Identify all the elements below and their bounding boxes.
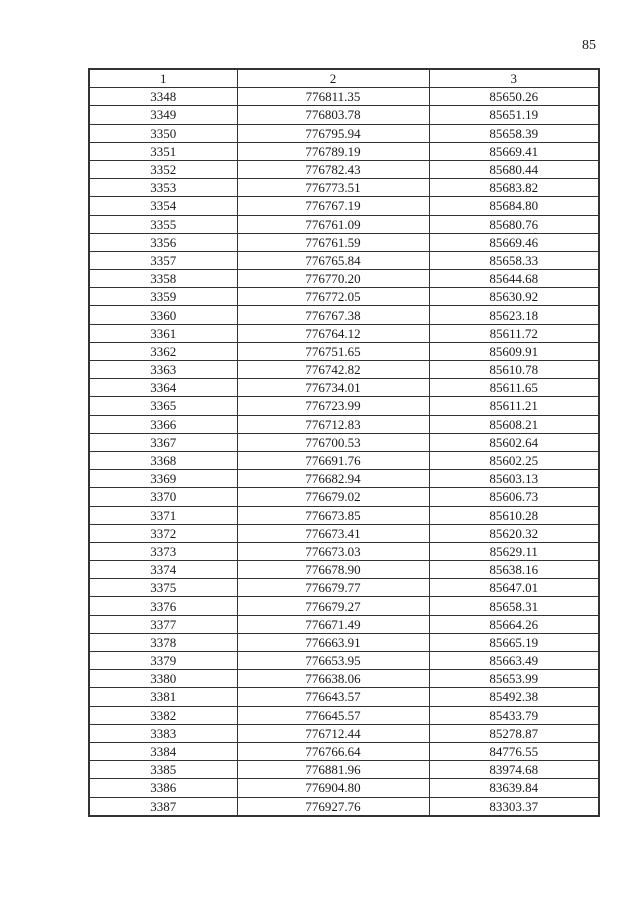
y-coordinate-cell: 85629.11 — [429, 542, 599, 560]
y-coordinate-cell: 85684.80 — [429, 197, 599, 215]
y-coordinate-cell: 85433.79 — [429, 706, 599, 724]
y-coordinate-cell: 85665.19 — [429, 633, 599, 651]
x-coordinate-cell: 776679.77 — [237, 579, 429, 597]
y-coordinate-cell: 85492.38 — [429, 688, 599, 706]
column-header-1: 1 — [89, 69, 237, 88]
table-row — [89, 506, 599, 524]
x-coordinate-cell: 776643.57 — [237, 688, 429, 706]
x-coordinate-cell: 776927.76 — [237, 797, 429, 816]
table-row — [89, 633, 599, 651]
point-number-cell: 3351 — [89, 142, 237, 160]
y-coordinate-cell: 85644.68 — [429, 270, 599, 288]
y-coordinate-cell: 85611.65 — [429, 379, 599, 397]
table-row — [89, 579, 599, 597]
point-number-cell: 3373 — [89, 542, 237, 560]
y-coordinate-cell: 85669.41 — [429, 142, 599, 160]
x-coordinate-cell: 776765.84 — [237, 251, 429, 269]
page-number: 85 — [582, 38, 596, 53]
x-coordinate-cell: 776803.78 — [237, 106, 429, 124]
point-number-cell: 3352 — [89, 160, 237, 178]
point-number-cell: 3385 — [89, 761, 237, 779]
y-coordinate-cell: 85606.73 — [429, 488, 599, 506]
table-row — [89, 124, 599, 142]
point-number-cell: 3382 — [89, 706, 237, 724]
point-number-cell: 3386 — [89, 779, 237, 797]
y-coordinate-cell: 85630.92 — [429, 288, 599, 306]
x-coordinate-cell: 776682.94 — [237, 470, 429, 488]
point-number-cell: 3368 — [89, 451, 237, 469]
y-coordinate-cell: 85602.64 — [429, 433, 599, 451]
x-coordinate-cell: 776712.44 — [237, 724, 429, 742]
table-row — [89, 160, 599, 178]
x-coordinate-cell: 776679.02 — [237, 488, 429, 506]
table-row — [89, 233, 599, 251]
x-coordinate-cell: 776678.90 — [237, 561, 429, 579]
y-coordinate-cell: 85669.46 — [429, 233, 599, 251]
point-number-cell: 3370 — [89, 488, 237, 506]
table-row — [89, 342, 599, 360]
point-number-cell: 3369 — [89, 470, 237, 488]
y-coordinate-cell: 84776.55 — [429, 742, 599, 760]
x-coordinate-cell: 776645.57 — [237, 706, 429, 724]
y-coordinate-cell: 83974.68 — [429, 761, 599, 779]
x-coordinate-cell: 776653.95 — [237, 652, 429, 670]
x-coordinate-cell: 776767.19 — [237, 197, 429, 215]
point-number-cell: 3355 — [89, 215, 237, 233]
table-row — [89, 779, 599, 797]
point-number-cell: 3365 — [89, 397, 237, 415]
y-coordinate-cell: 85664.26 — [429, 615, 599, 633]
x-coordinate-cell: 776663.91 — [237, 633, 429, 651]
y-coordinate-cell: 85658.39 — [429, 124, 599, 142]
point-number-cell: 3372 — [89, 524, 237, 542]
point-number-cell: 3364 — [89, 379, 237, 397]
x-coordinate-cell: 776638.06 — [237, 670, 429, 688]
table-row — [89, 433, 599, 451]
point-number-cell: 3387 — [89, 797, 237, 816]
y-coordinate-cell: 85602.25 — [429, 451, 599, 469]
table-row — [89, 561, 599, 579]
y-coordinate-cell: 85647.01 — [429, 579, 599, 597]
x-coordinate-cell: 776811.35 — [237, 88, 429, 106]
y-coordinate-cell: 85620.32 — [429, 524, 599, 542]
x-coordinate-cell: 776723.99 — [237, 397, 429, 415]
x-coordinate-cell: 776751.65 — [237, 342, 429, 360]
x-coordinate-cell: 776764.12 — [237, 324, 429, 342]
x-coordinate-cell: 776742.82 — [237, 361, 429, 379]
table-row — [89, 179, 599, 197]
point-number-cell: 3374 — [89, 561, 237, 579]
point-number-cell: 3353 — [89, 179, 237, 197]
x-coordinate-cell: 776761.59 — [237, 233, 429, 251]
y-coordinate-cell: 85680.76 — [429, 215, 599, 233]
point-number-cell: 3357 — [89, 251, 237, 269]
x-coordinate-cell: 776782.43 — [237, 160, 429, 178]
table-row — [89, 797, 599, 816]
point-number-cell: 3363 — [89, 361, 237, 379]
x-coordinate-cell: 776700.53 — [237, 433, 429, 451]
y-coordinate-cell: 85680.44 — [429, 160, 599, 178]
table-header-row — [89, 69, 599, 88]
table-row — [89, 215, 599, 233]
y-coordinate-cell: 85608.21 — [429, 415, 599, 433]
table-row — [89, 88, 599, 106]
x-coordinate-cell: 776673.03 — [237, 542, 429, 560]
point-number-cell: 3378 — [89, 633, 237, 651]
y-coordinate-cell: 85610.78 — [429, 361, 599, 379]
table-row — [89, 397, 599, 415]
y-coordinate-cell: 85623.18 — [429, 306, 599, 324]
y-coordinate-cell: 85603.13 — [429, 470, 599, 488]
x-coordinate-cell: 776673.85 — [237, 506, 429, 524]
point-number-cell: 3348 — [89, 88, 237, 106]
table-row — [89, 142, 599, 160]
table-row — [89, 361, 599, 379]
table-row — [89, 652, 599, 670]
y-coordinate-cell: 85653.99 — [429, 670, 599, 688]
table-row — [89, 379, 599, 397]
y-coordinate-cell: 85638.16 — [429, 561, 599, 579]
y-coordinate-cell: 85683.82 — [429, 179, 599, 197]
point-number-cell: 3362 — [89, 342, 237, 360]
table-row — [89, 742, 599, 760]
table-row — [89, 197, 599, 215]
table-row — [89, 688, 599, 706]
table-row — [89, 270, 599, 288]
point-number-cell: 3360 — [89, 306, 237, 324]
x-coordinate-cell: 776691.76 — [237, 451, 429, 469]
x-coordinate-cell: 776789.19 — [237, 142, 429, 160]
point-number-cell: 3349 — [89, 106, 237, 124]
table-row — [89, 706, 599, 724]
y-coordinate-cell: 83303.37 — [429, 797, 599, 816]
y-coordinate-cell: 83639.84 — [429, 779, 599, 797]
table-row — [89, 251, 599, 269]
x-coordinate-cell: 776767.38 — [237, 306, 429, 324]
y-coordinate-cell: 85609.91 — [429, 342, 599, 360]
y-coordinate-cell: 85663.49 — [429, 652, 599, 670]
point-number-cell: 3367 — [89, 433, 237, 451]
x-coordinate-cell: 776671.49 — [237, 615, 429, 633]
x-coordinate-cell: 776679.27 — [237, 597, 429, 615]
y-coordinate-cell: 85611.72 — [429, 324, 599, 342]
point-number-cell: 3380 — [89, 670, 237, 688]
table-row — [89, 306, 599, 324]
point-number-cell: 3379 — [89, 652, 237, 670]
x-coordinate-cell: 776734.01 — [237, 379, 429, 397]
x-coordinate-cell: 776766.64 — [237, 742, 429, 760]
point-number-cell: 3354 — [89, 197, 237, 215]
table-row — [89, 106, 599, 124]
table-row — [89, 761, 599, 779]
y-coordinate-cell: 85650.26 — [429, 88, 599, 106]
point-number-cell: 3350 — [89, 124, 237, 142]
x-coordinate-cell: 776795.94 — [237, 124, 429, 142]
x-coordinate-cell: 776673.41 — [237, 524, 429, 542]
table-row — [89, 524, 599, 542]
point-number-cell: 3356 — [89, 233, 237, 251]
table-row — [89, 670, 599, 688]
point-number-cell: 3383 — [89, 724, 237, 742]
table-row — [89, 324, 599, 342]
point-number-cell: 3384 — [89, 742, 237, 760]
table-row — [89, 597, 599, 615]
point-number-cell: 3376 — [89, 597, 237, 615]
x-coordinate-cell: 776904.80 — [237, 779, 429, 797]
x-coordinate-cell: 776761.09 — [237, 215, 429, 233]
point-number-cell: 3377 — [89, 615, 237, 633]
point-number-cell: 3371 — [89, 506, 237, 524]
table-row — [89, 415, 599, 433]
x-coordinate-cell: 776881.96 — [237, 761, 429, 779]
point-number-cell: 3361 — [89, 324, 237, 342]
point-number-cell: 3359 — [89, 288, 237, 306]
table-row — [89, 288, 599, 306]
point-number-cell: 3358 — [89, 270, 237, 288]
table-row — [89, 470, 599, 488]
x-coordinate-cell: 776712.83 — [237, 415, 429, 433]
y-coordinate-cell: 85651.19 — [429, 106, 599, 124]
coordinates-table — [88, 68, 600, 817]
y-coordinate-cell: 85658.33 — [429, 251, 599, 269]
point-number-cell: 3366 — [89, 415, 237, 433]
x-coordinate-cell: 776773.51 — [237, 179, 429, 197]
column-header-2: 2 — [237, 69, 429, 88]
y-coordinate-cell: 85611.21 — [429, 397, 599, 415]
x-coordinate-cell: 776770.20 — [237, 270, 429, 288]
y-coordinate-cell: 85610.28 — [429, 506, 599, 524]
point-number-cell: 3375 — [89, 579, 237, 597]
table-row — [89, 488, 599, 506]
table-body — [89, 88, 599, 816]
point-number-cell: 3381 — [89, 688, 237, 706]
table-row — [89, 451, 599, 469]
table-row — [89, 724, 599, 742]
table-row — [89, 542, 599, 560]
y-coordinate-cell: 85658.31 — [429, 597, 599, 615]
column-header-3: 3 — [429, 69, 599, 88]
x-coordinate-cell: 776772.05 — [237, 288, 429, 306]
table-row — [89, 615, 599, 633]
y-coordinate-cell: 85278.87 — [429, 724, 599, 742]
